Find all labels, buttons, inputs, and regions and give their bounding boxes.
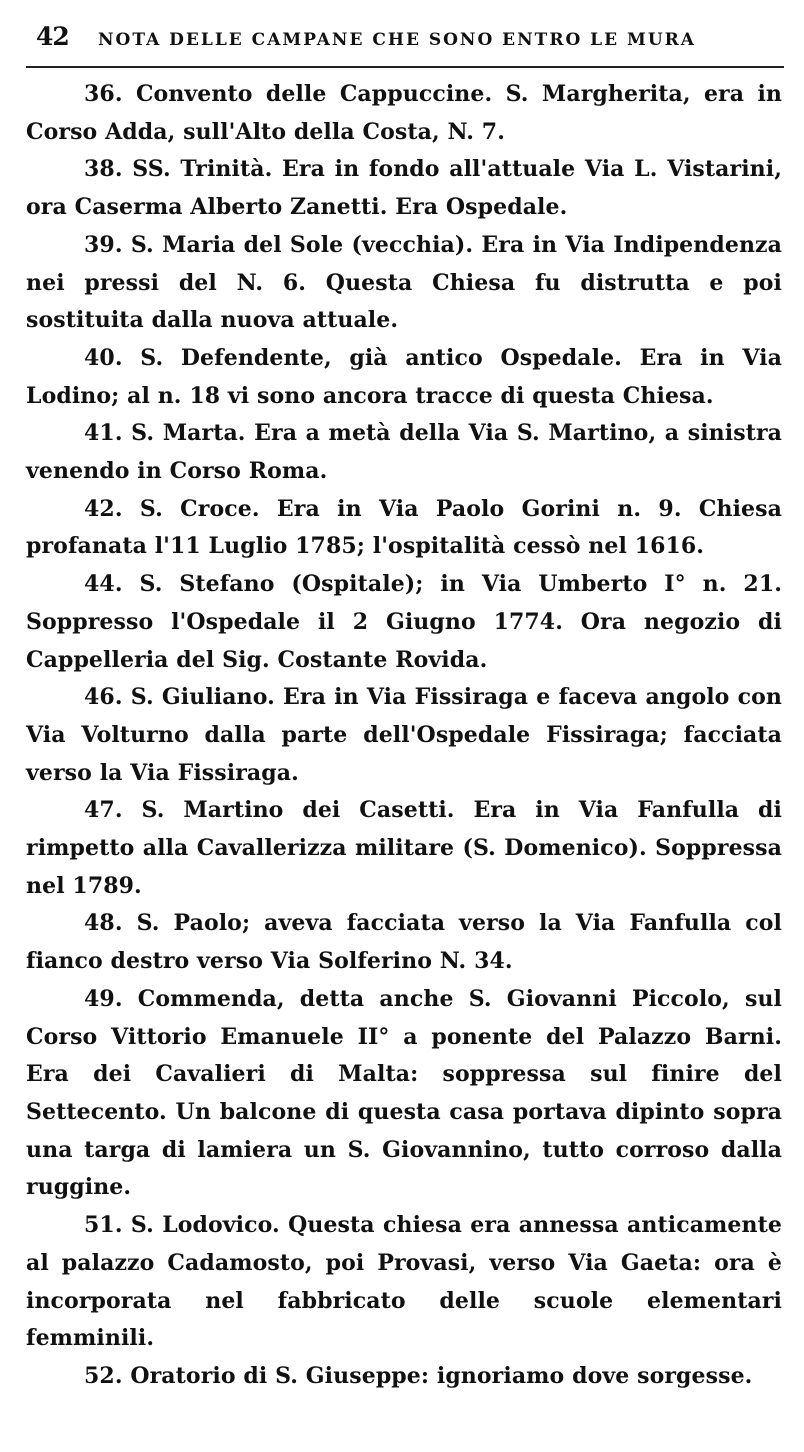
list-item (26, 981, 782, 1207)
running-title: NOTA DELLE CAMPANE CHE SONO ENTRO LE MURA (98, 30, 696, 50)
entry-number: 36. (84, 81, 123, 107)
list-item (26, 151, 782, 226)
list-item (26, 679, 782, 792)
entry-text: S. Lodovico. Questa chiesa era annessa anticamente al palazzo Cadamosto, poi Provasi, verso Via Gaeta: ora è incorporata nel fabbricato delle scuole elementari femminili. (26, 1212, 782, 1352)
entry-number: 49. (84, 985, 123, 1012)
entry-number: 51. (84, 1212, 123, 1239)
entry-text: Commenda, detta anche S. Giovanni Piccolo, sul Corso Vittorio Emanuele II° a ponente del Palazzo Barni. Era dei Cavalieri di Malta: soppressa sul finire del Settecento. Un balcone di questa casa portava dipinto sopra una targa di lamiera un S. Giovannino, tutto corroso dalla ruggine. (26, 985, 782, 1201)
entry-number: 44. (84, 571, 123, 598)
entry-number: 40. (84, 344, 123, 371)
list-item (26, 1358, 782, 1396)
entry-text: Convento delle Cappuccine. S. Margherita, era in Corso Adda, sull'Alto della Costa, N. 7. (26, 81, 782, 145)
entry-text: S. Paolo; aveva facciata verso la Via Fanfulla col fianco destro verso Via Solferino N. 34. (26, 910, 782, 975)
entry-number: 47. (84, 797, 123, 824)
entry-text: Oratorio di S. Giuseppe: ignoriamo dove sorgesse. (130, 1362, 753, 1389)
entry-number: 38. (84, 156, 123, 183)
entry-number: 39. (84, 231, 123, 258)
entry-text: S. Marta. Era a metà della Via S. Martino, a sinistra venendo in Corso Roma. (26, 420, 782, 485)
entry-text: S. Defendente, già antico Ospedale. Era in Via Lodino; al n. 18 vi sono ancora tracce di questa Chiesa. (26, 344, 782, 409)
entry-list (26, 76, 782, 1396)
header-rule (26, 66, 784, 68)
list-item (26, 566, 782, 679)
list-item (26, 491, 782, 566)
list-item (26, 792, 782, 905)
list-item (26, 1207, 782, 1358)
entry-number: 46. (84, 684, 123, 711)
entry-text: S. Giuliano. Era in Via Fissiraga e faceva angolo con Via Volturno dalla parte dell'Ospedale Fissiraga; facciata verso la Via Fissiraga. (26, 684, 782, 786)
entry-text: S. Maria del Sole (vecchia). Era in Via Indipendenza nei pressi del N. 6. Questa Chiesa fu distrutta e poi sostituita dalla nuova attuale. (26, 231, 782, 334)
list-item (26, 340, 782, 415)
entry-number: 41. (84, 420, 123, 447)
entry-number: 42. (84, 495, 123, 522)
entry-text: S. Stefano (Ospitale); in Via Umberto I° n. 21. Soppresso l'Ospedale il 2 Giugno 1774. Ora negozio di Cappelleria del Sig. Costante Rovida. (26, 571, 783, 673)
entry-text: S. Croce. Era in Via Paolo Gorini n. 9. Chiesa profanata l'11 Luglio 1785; l'ospitalità cessò nel 1616. (26, 495, 782, 560)
page-number: 42 (36, 22, 69, 51)
entry-number: 48. (84, 910, 123, 937)
entry-number: 52. (84, 1362, 123, 1389)
page-header (26, 22, 782, 60)
list-item (26, 76, 782, 151)
list-item (26, 415, 782, 490)
entry-text: S. Martino dei Casetti. Era in Via Fanfulla di rimpetto alla Cavallerizza militare (S. Domenico). Soppressa nel 1789. (26, 797, 782, 899)
list-item (26, 905, 782, 980)
entry-text: SS. Trinità. Era in fondo all'attuale Via L. Vistarini, ora Caserma Alberto Zanetti. Era Ospedale. (26, 156, 782, 221)
list-item (26, 227, 782, 340)
